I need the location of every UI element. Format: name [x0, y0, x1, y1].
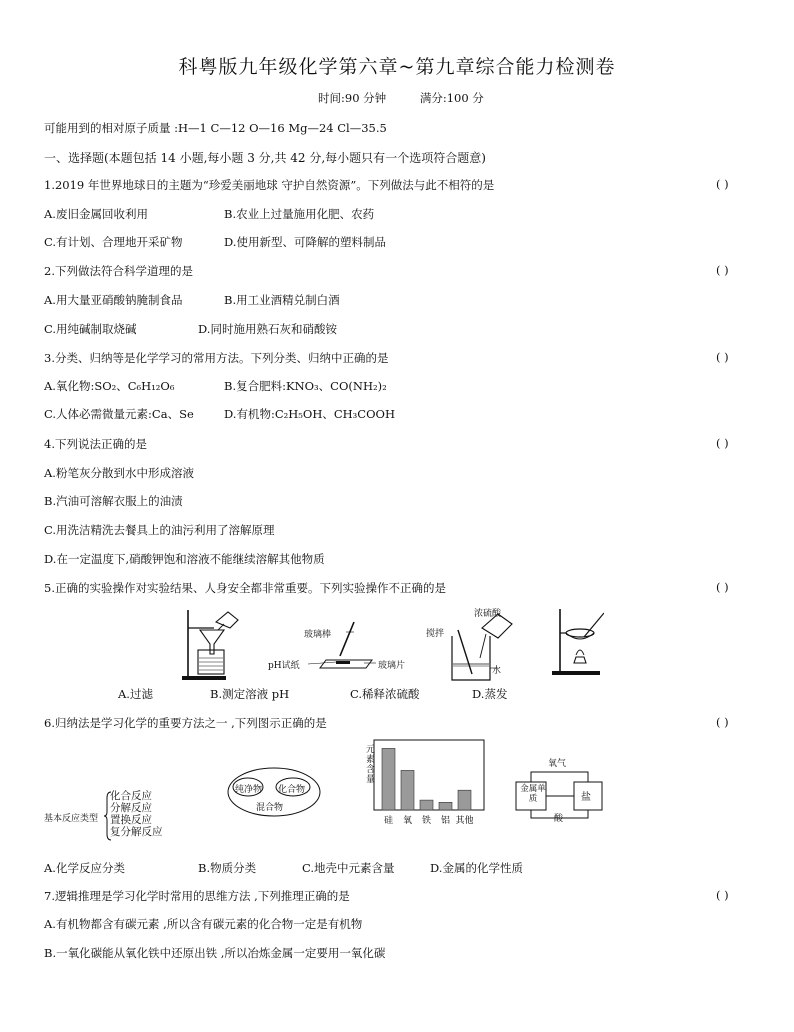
q5-option-d[interactable]: D.蒸发 — [472, 687, 508, 701]
q6-option-b[interactable]: B.物质分类 — [198, 861, 257, 875]
reaction-type-item: 化合反应 — [110, 790, 152, 802]
reaction-root-label: 基本反应类型 — [44, 814, 99, 824]
label-compound: 化合物 — [278, 785, 306, 795]
q1-option-d[interactable]: D.使用新型、可降解的塑料制品 — [224, 235, 386, 249]
chart-bar-2 — [420, 800, 433, 810]
q3-answer-blank[interactable]: ( ) — [716, 350, 729, 364]
q4-option-a[interactable]: A.粉笔灰分散到水中形成溶液 — [44, 466, 194, 480]
q1-option-a[interactable]: A.废旧金属回收利用 — [44, 207, 148, 221]
chart-tick-label: 铁 — [421, 816, 432, 826]
q2-option-c[interactable]: C.用纯碱制取烧碱 — [44, 322, 137, 336]
element-bar-chart — [364, 738, 488, 830]
q7-option-b[interactable]: B.一氧化碳能从氧化铁中还原出铁 ,所以冶炼金属一定要用一氧化碳 — [44, 946, 386, 960]
q4-option-d[interactable]: D.在一定温度下,硝酸钾饱和溶液不能继续溶解其他物质 — [44, 552, 325, 566]
q3-option-a[interactable]: A.氧化物:SO₂、C₆H₁₂O₆ — [44, 379, 175, 393]
q6-option-a[interactable]: A.化学反应分类 — [44, 861, 125, 875]
q3-option-b[interactable]: B.复合肥料:KNO₃、CO(NH₂)₂ — [224, 379, 387, 393]
q6-option-c[interactable]: C.地壳中元素含量 — [302, 861, 395, 875]
q2-option-a[interactable]: A.用大量亚硝酸钠腌制食品 — [44, 293, 183, 307]
reaction-type-item: 复分解反应 — [110, 826, 163, 838]
chart-ylabel: 元素含量 — [366, 745, 376, 785]
label-glass-rod: 玻璃棒 — [304, 630, 332, 640]
q5-answer-blank[interactable]: ( ) — [716, 580, 729, 594]
atomic-masses: 可能用到的相对原子质量 :H—1 C—12 O—16 Mg—24 Cl—35.5 — [44, 121, 387, 135]
q1-option-b[interactable]: B.农业上过量施用化肥、农药 — [224, 207, 375, 221]
chart-bar-3 — [439, 802, 452, 810]
chart-bar-1 — [401, 770, 414, 810]
label-metal: 金属单质 — [520, 784, 546, 804]
chart-bar-4 — [458, 790, 471, 810]
q5-option-c[interactable]: C.稀释浓硫酸 — [350, 687, 420, 701]
q2-option-b[interactable]: B.用工业酒精兑制白酒 — [224, 293, 340, 307]
q5-stem: 5.正确的实验操作对实验结果、人身安全都非常重要。下列实验操作不正确的是 — [44, 581, 446, 595]
q7-option-a[interactable]: A.有机物都含有碳元素 ,所以含有碳元素的化合物一定是有机物 — [44, 917, 363, 931]
q1-option-c[interactable]: C.有计划、合理地开采矿物 — [44, 235, 183, 249]
page-title: 科粤版九年级化学第六章~第九章综合能力检测卷 — [178, 56, 616, 78]
label-conc-acid: 浓硫酸 — [474, 609, 502, 619]
q1-answer-blank[interactable]: ( ) — [716, 177, 729, 191]
q4-option-b[interactable]: B.汽油可溶解衣服上的油渍 — [44, 494, 183, 508]
chart-bars — [382, 748, 471, 810]
exam-info — [318, 90, 484, 106]
q2-stem: 2.下列做法符合科学道理的是 — [44, 264, 193, 278]
label-salt: 盐 — [581, 792, 591, 803]
q5-option-b[interactable]: B.测定溶液 pH — [210, 687, 290, 701]
q5-option-a[interactable]: A.过滤 — [118, 687, 153, 701]
q4-answer-blank[interactable]: ( ) — [716, 436, 729, 450]
exam-time: 时间:90 分钟 — [318, 91, 387, 105]
q6-option-d[interactable]: D.金属的化学性质 — [430, 861, 523, 875]
reaction-types — [110, 790, 163, 838]
q3-option-d[interactable]: D.有机物:C₂H₅OH、CH₃COOH — [224, 407, 395, 421]
label-stir: 搅拌 — [426, 629, 445, 639]
section-heading: 一、选择题(本题包括 14 小题,每小题 3 分,共 42 分,每小题只有一个选项符合题意) — [44, 151, 486, 165]
chart-ticks — [384, 814, 474, 826]
label-oxygen: 氧气 — [548, 759, 567, 769]
q6-stem: 6.归纳法是学习化学的重要方法之一 ,下列图示正确的是 — [44, 716, 327, 730]
chart-tick-label: 氧 — [402, 816, 413, 826]
q1-stem: 1.2019 年世界地球日的主题为“珍爱美丽地球 守护自然资源”。下列做法与此不相符的是 — [44, 178, 495, 192]
label-water: 水 — [492, 666, 502, 676]
chart-bar-0 — [382, 748, 395, 810]
q3-option-c[interactable]: C.人体必需微量元素:Ca、Se — [44, 407, 194, 421]
label-acid: 酸 — [554, 814, 564, 824]
exam-score: 满分:100 分 — [419, 91, 484, 105]
q7-stem: 7.逻辑推理是学习化学时常用的思维方法 ,下列推理正确的是 — [44, 889, 350, 903]
evaporation-figure — [548, 605, 604, 679]
chart-tick-label: 铝 — [440, 816, 451, 826]
label-pure: 纯净物 — [235, 785, 263, 795]
q7-answer-blank[interactable]: ( ) — [716, 888, 729, 902]
q2-answer-blank[interactable]: ( ) — [716, 263, 729, 277]
q2-option-d[interactable]: D.同时施用熟石灰和硝酸铵 — [198, 322, 337, 336]
filtration-figure — [180, 604, 242, 682]
chart-tick-label: 其他 — [455, 816, 474, 826]
label-mixture: 混合物 — [256, 803, 284, 813]
q4-option-c[interactable]: C.用洗洁精洗去餐具上的油污利用了溶解原理 — [44, 523, 275, 537]
q4-stem: 4.下列说法正确的是 — [44, 437, 147, 451]
q6-answer-blank[interactable]: ( ) — [716, 715, 729, 729]
q3-stem: 3.分类、归纳等是化学学习的常用方法。下列分类、归纳中正确的是 — [44, 351, 389, 365]
chart-tick-label: 硅 — [383, 816, 394, 826]
label-glass-plate: 玻璃片 — [378, 661, 406, 671]
reaction-type-item: 分解反应 — [110, 802, 152, 814]
reaction-type-item: 置换反应 — [110, 814, 152, 826]
label-ph-paper: pH试纸 — [268, 661, 300, 671]
